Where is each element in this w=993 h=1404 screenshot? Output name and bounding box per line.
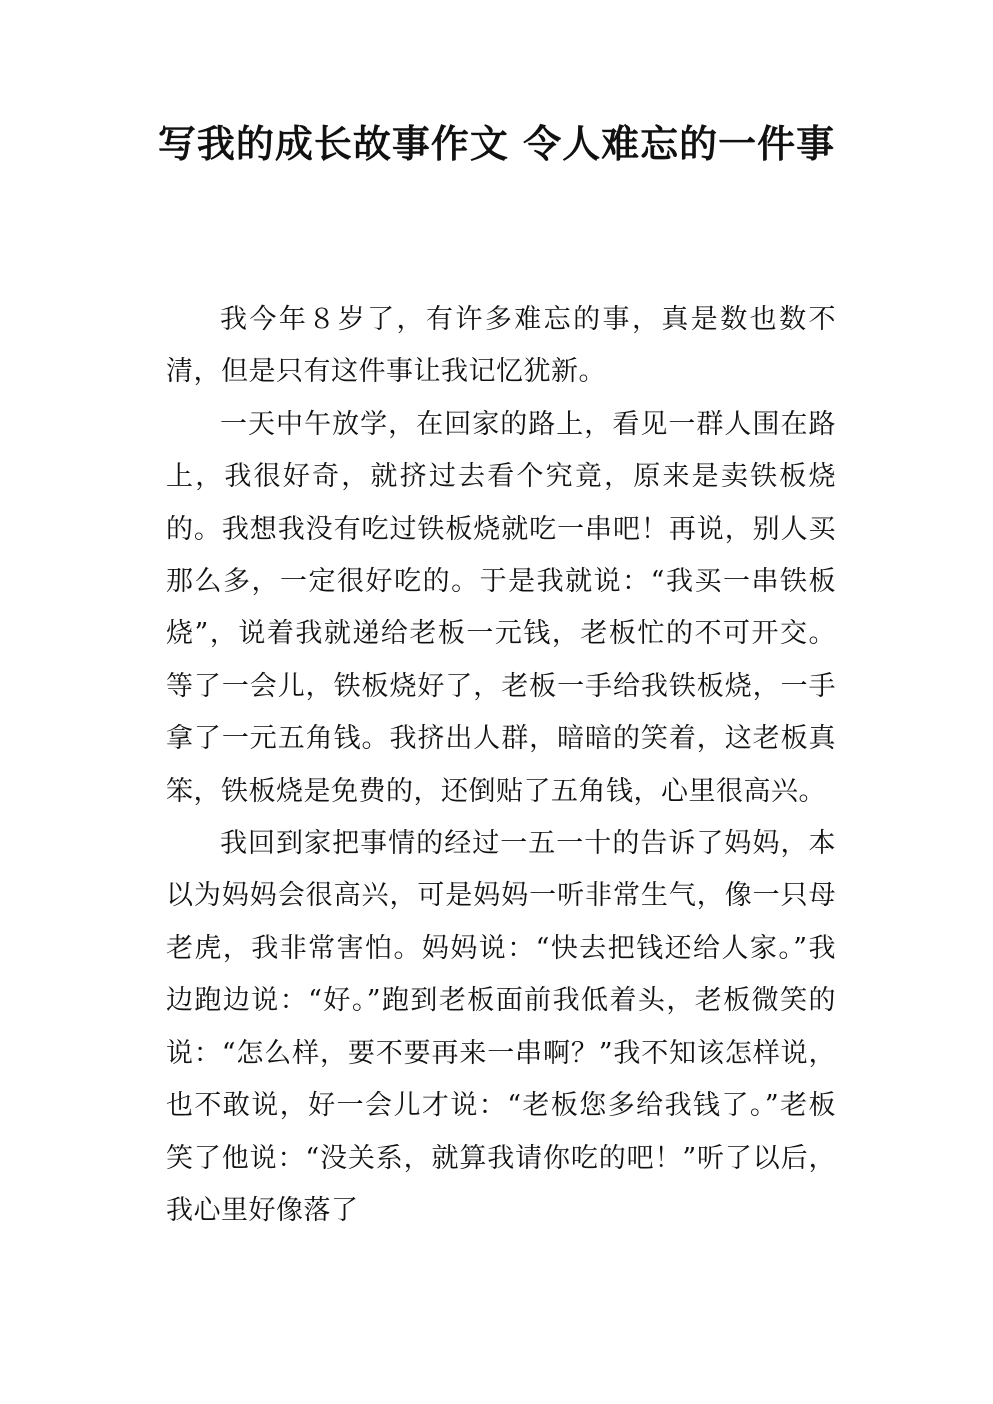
paragraph-2: 一天中午放学，在回家的路上，看见一群人围在路上，我很好奇，就挤过去看个究竟，原来是卖铁板烧的。我想我没有吃过铁板烧就吃一串吧！再说，别人买那么多，一定很好吃的。于是我就说：“我买一串铁板烧”，说着我就递给老板一元钱，老板忙的不可开交。等了一会儿，铁板烧好了，老板一手给我铁板烧，一手拿了一元五角钱。我挤出人群，暗暗的笑着，这老板真笨，铁板烧是免费的，还倒贴了五角钱，心里很高兴。 (166, 408, 836, 807)
document-title: 写我的成长故事作文 令人难忘的一件事 (157, 122, 836, 166)
paragraph-3: 我回到家把事情的经过一五一十的告诉了妈妈，本以为妈妈会很高兴，可是妈妈一听非常生气，像一只母老虎，我非常害怕。妈妈说：“快去把钱还给人家。”我边跑边说：“好。”跑到老板面前我低着头，老板微笑的说：“怎么样，要不要再来一串啊？”我不知该怎样说，也不敢说，好一会儿才说：“老板您多给我钱了。”老板笑了他说：“没关系，就算我请你吃的吧！”听了以后，我心里好像落了 (166, 828, 836, 1226)
document-body (166, 294, 836, 1237)
paragraph-1: 我今年８岁了，有许多难忘的事，真是数也数不清，但是只有这件事让我记忆犹新。 (166, 304, 836, 388)
